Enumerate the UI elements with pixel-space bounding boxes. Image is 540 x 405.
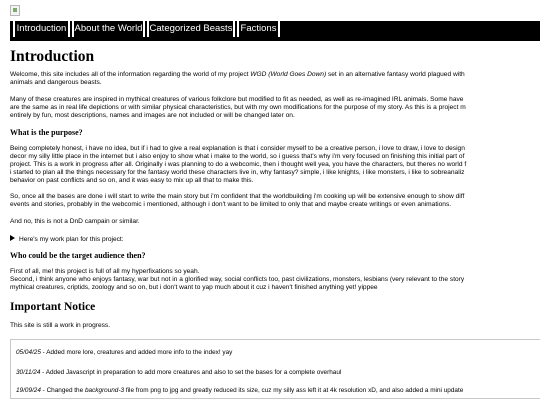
purpose-text: And no, this is not a DnD campain or similar. — [10, 218, 140, 225]
nav-link-factions[interactable]: Factions — [237, 21, 280, 37]
update-filename: background-3 — [84, 387, 125, 394]
update-log — [10, 339, 540, 399]
nav-link-introduction[interactable]: Introduction — [13, 21, 70, 37]
audience-text: First of all, me! this project is full of all my hyperfixations so yeah. — [10, 268, 200, 275]
purpose-text: behavior on past conflicts and so on, and it was easy to mix up all that to make this. — [10, 177, 254, 184]
update-text: - Changed the — [40, 387, 85, 394]
purpose-text: decor my silly little place in the internet but i also enjoy to show what i make to the world, so i guess that's why i'm very focused on finishing this initial part of — [10, 153, 465, 160]
intro-text: set in an alternative fantasy world plagued with — [326, 71, 465, 78]
purpose-heading: What is the purpose? — [10, 128, 83, 137]
intro-text: Welcome, this site includes all of the information regarding the world of my project — [10, 71, 251, 78]
work-plan-summary[interactable]: Here's my work plan for this project: — [19, 236, 124, 243]
intro-text: entirely by fun, most descriptions, names and images are not included or will be changed later on. — [10, 112, 295, 119]
update-entry — [16, 387, 463, 395]
notice-heading: Important Notice — [10, 301, 96, 313]
intro-text: are the same as in real life depictions or with similar physical characteristics, but with my own modifications for the purpose of my story. As this is a project m — [10, 104, 466, 111]
update-entry — [16, 369, 341, 377]
update-date: 19/09/24 — [16, 387, 41, 394]
update-date: 05/04/25 — [16, 349, 41, 356]
nav-underline — [10, 38, 540, 41]
broken-image-icon — [10, 5, 20, 16]
purpose-text: project. This is a work in progress after all. Originally i was planning to do a webcomic, then i thought well yea, you have the characters, but theres no world f — [10, 161, 467, 168]
work-plan-details[interactable] — [10, 235, 124, 244]
update-text: - Added Javascript in preparation to add more creatures and also to set the bases for a complete overhaul — [40, 369, 342, 376]
nav-link-categorized-beasts[interactable]: Categorized Beasts — [147, 21, 235, 37]
notice-text: This site is still a work in progress. — [10, 322, 111, 329]
update-text: file from png to jpg and greatly reduced its size, cuz my silly ass left it at 4k resolution xD, and also added a mini update — [124, 387, 464, 394]
nav-link-about-the-world[interactable]: About the World — [72, 21, 145, 37]
project-name: WGD (World Goes Down) — [250, 71, 327, 78]
intro-text: Many of these creatures are inspired in mythical creatures of various folkclore but modified to fit as needed, as well as re-imagined IRL animals. Some have — [10, 96, 464, 103]
audience-text: mythical creatures, criptids, zoology and so on, but i don't want to yap much about it cuz i haven't finished anything yet! yippee — [10, 284, 378, 291]
update-entry — [16, 349, 232, 357]
audience-text: Second, i think anyone who enjoys fantasy, war but not in a glorified way, social conflicts too, past civilizations, monsters, lesbians (very relevant to the story — [10, 276, 465, 283]
update-text: - Added more lore, creatures and added more info to the index! yay — [40, 349, 233, 356]
purpose-text: So, once all the bases are done i will start to write the main story but i'm confident that the worldbuilding i'm cooking up will be extensive enough to show diff — [10, 193, 465, 200]
intro-text: animals and dangerous beasts. — [10, 79, 102, 86]
purpose-text: i started to plan all the things necessary for the fantasy world these characters live in, why fantasy? simple, i like knights, i like monsters, i like to sobreanaliz — [10, 169, 465, 176]
page-title: Introduction — [10, 48, 95, 65]
purpose-text: Being completely honest, i have no idea, but if i had to give a real explanation is that i consider myself to be a creative person, i love to draw, i love to design — [10, 145, 465, 152]
disclosure-triangle-icon — [10, 235, 15, 241]
update-date: 30/11/24 — [16, 369, 41, 376]
audience-heading: Who could be the target audience then? — [10, 251, 146, 260]
purpose-text: events and stories, probably in the webcomic i mentioned, although i don't want to be limited to only that and maybe create writings or even animations. — [10, 201, 452, 208]
